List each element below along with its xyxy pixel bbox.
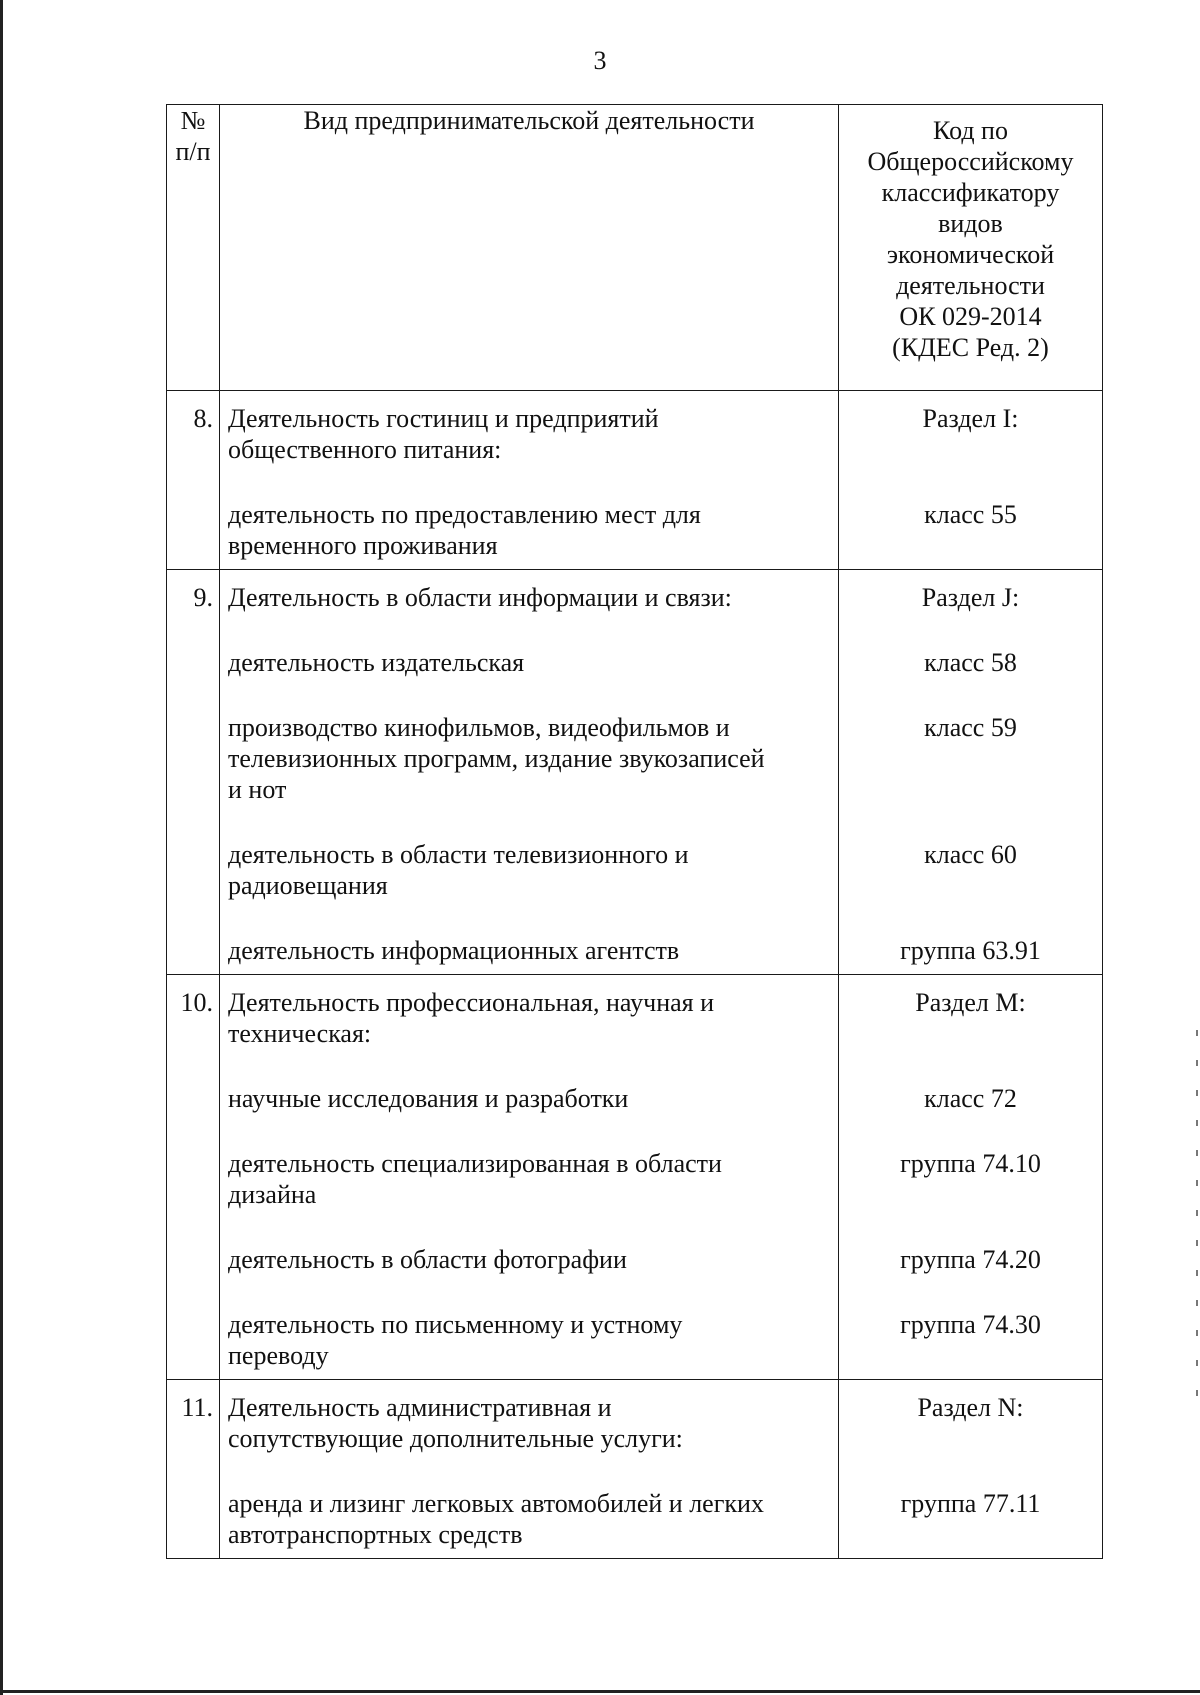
activity-cell	[220, 570, 839, 975]
code-line: класс 55	[924, 500, 1017, 529]
entry-gap	[843, 1275, 1098, 1309]
header-code-line: Код по	[933, 116, 1008, 145]
code-line: класс 60	[924, 840, 1017, 869]
activity-line: деятельность в области фотографии	[228, 1245, 627, 1274]
activity-table	[166, 104, 1103, 1559]
activity-line: аренда и лизинг легковых автомобилей и легких	[228, 1489, 764, 1518]
code-spacer	[843, 1179, 1098, 1210]
page-number: 3	[593, 46, 607, 75]
code-spacer	[843, 774, 1098, 805]
entry-gap	[843, 1210, 1098, 1244]
activity-line: деятельность специализированная в области	[228, 1149, 722, 1178]
activity-line: сопутствующие дополнительные услуги:	[228, 1424, 683, 1453]
code-cell	[839, 1380, 1103, 1559]
activity-line: телевизионных программ, издание звукозаписей	[228, 744, 765, 773]
entry-gap	[228, 1210, 830, 1244]
scan-right-marks	[1196, 1030, 1198, 1410]
code-spacer	[843, 870, 1098, 901]
entry-gap	[228, 465, 830, 499]
header-activity: Вид предпринимательской деятельности	[220, 105, 839, 391]
entry-gap	[228, 613, 830, 647]
code-line: Раздел J:	[921, 583, 1020, 612]
entry-gap	[228, 678, 830, 712]
code-spacer	[843, 1018, 1098, 1049]
table-header-row	[167, 105, 1103, 391]
table-row	[167, 391, 1103, 570]
code-line: группа 74.10	[900, 1149, 1041, 1178]
activity-line: переводу	[228, 1341, 329, 1370]
header-code-line: ОК 029-2014	[899, 302, 1042, 331]
header-num-line: п/п	[175, 137, 211, 166]
code-spacer	[843, 1340, 1098, 1371]
activity-line: радиовещания	[228, 871, 388, 900]
row-number: 10.	[167, 975, 220, 1380]
entry-gap	[843, 465, 1098, 499]
activity-cell	[220, 975, 839, 1380]
activity-line: производство кинофильмов, видеофильмов и	[228, 713, 730, 742]
activity-line: автотранспортных средств	[228, 1520, 523, 1549]
activity-line: деятельность информационных агентств	[228, 936, 680, 965]
code-line: Раздел N:	[917, 1393, 1024, 1422]
code-spacer	[843, 530, 1098, 561]
row-number: 8.	[167, 391, 220, 570]
code-line: группа 77.11	[900, 1489, 1041, 1518]
entry-gap	[843, 678, 1098, 712]
header-code	[839, 105, 1103, 391]
code-spacer	[843, 743, 1098, 774]
entry-gap	[843, 805, 1098, 839]
entry-gap	[228, 1454, 830, 1488]
header-code-line: деятельности	[896, 271, 1045, 300]
entry-gap	[228, 1275, 830, 1309]
activity-line: научные исследования и разработки	[228, 1084, 629, 1113]
code-cell	[839, 391, 1103, 570]
activity-line: общественного питания:	[228, 435, 502, 464]
code-line: класс 72	[924, 1084, 1017, 1113]
code-cell	[839, 975, 1103, 1380]
entry-gap	[843, 1454, 1098, 1488]
entry-gap	[843, 1049, 1098, 1083]
code-cell	[839, 570, 1103, 975]
table-row	[167, 975, 1103, 1380]
header-num	[167, 105, 220, 391]
table-row	[167, 570, 1103, 975]
code-line: Раздел I:	[922, 404, 1019, 433]
code-spacer	[843, 1423, 1098, 1454]
activity-line: деятельность в области телевизионного и	[228, 840, 689, 869]
activity-cell	[220, 1380, 839, 1559]
header-code-line: (КДЕС Ред. 2)	[892, 333, 1049, 362]
entry-gap	[843, 613, 1098, 647]
entry-gap	[228, 901, 830, 935]
header-code-line: видов	[938, 209, 1003, 238]
code-spacer	[843, 434, 1098, 465]
activity-line: техническая:	[228, 1019, 372, 1048]
activity-line: деятельность по предоставлению мест для	[228, 500, 701, 529]
code-spacer	[843, 1519, 1098, 1550]
activity-line: Деятельность профессиональная, научная и	[228, 988, 715, 1017]
header-code-line: Общероссийскому	[867, 147, 1074, 176]
activity-line: деятельность по письменному и устному	[228, 1310, 683, 1339]
entry-gap	[843, 901, 1098, 935]
header-code-line: классификатору	[881, 178, 1060, 207]
entry-gap	[228, 805, 830, 839]
scan-left-edge	[0, 0, 3, 1695]
activity-cell	[220, 391, 839, 570]
header-num-line: №	[180, 106, 206, 135]
code-line: класс 59	[924, 713, 1017, 742]
table-row	[167, 1380, 1103, 1559]
header-code-line: экономической	[886, 240, 1055, 269]
entry-gap	[228, 1049, 830, 1083]
code-line: группа 74.30	[900, 1310, 1041, 1339]
code-line: Раздел М:	[915, 988, 1026, 1017]
code-line: группа 74.20	[900, 1245, 1041, 1274]
entry-gap	[228, 1114, 830, 1148]
activity-line: Деятельность гостиниц и предприятий	[228, 404, 659, 433]
activity-line: деятельность издательская	[228, 648, 525, 677]
code-line: класс 58	[924, 648, 1017, 677]
activity-line: Деятельность административная и	[228, 1393, 612, 1422]
activity-line: временного проживания	[228, 531, 498, 560]
activity-line: и нот	[228, 775, 287, 804]
scan-bottom-edge	[0, 1690, 1200, 1693]
entry-gap	[843, 1114, 1098, 1148]
code-line: группа 63.91	[900, 936, 1041, 965]
activity-line: дизайна	[228, 1180, 317, 1209]
row-number: 11.	[167, 1380, 220, 1559]
activity-line: Деятельность в области информации и связи:	[228, 583, 732, 612]
row-number: 9.	[167, 570, 220, 975]
